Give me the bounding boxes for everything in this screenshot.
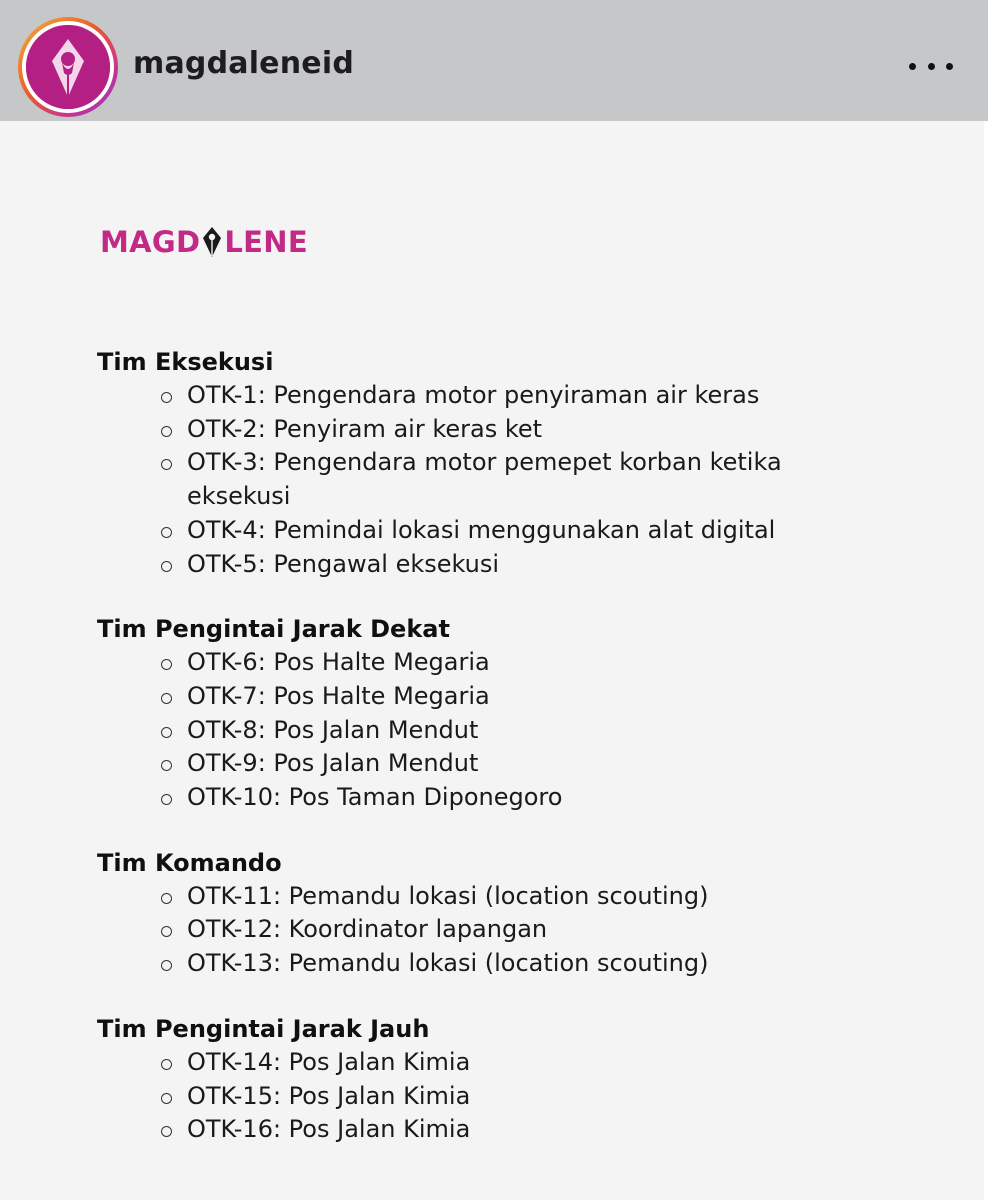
magdalene-avatar-icon	[26, 25, 110, 109]
avatar[interactable]	[18, 17, 118, 117]
list-item: OTK-4: Pemindai lokasi menggunakan alat digital	[161, 514, 851, 548]
member-list	[161, 646, 957, 815]
section-tim-komando	[97, 846, 957, 981]
username[interactable]: magdaleneid	[133, 46, 354, 81]
post-header	[0, 0, 988, 121]
pen-nib-icon	[201, 225, 223, 259]
team-list-document	[97, 345, 957, 1178]
member-list	[161, 379, 957, 581]
list-item: OTK-10: Pos Taman Diponegoro	[161, 781, 851, 815]
circle-bullet-icon	[161, 760, 172, 771]
list-item: OTK-5: Pengawal eksekusi	[161, 548, 851, 582]
section-title: Tim Komando	[97, 848, 282, 877]
list-item: OTK-15: Pos Jalan Kimia	[161, 1080, 851, 1114]
circle-bullet-icon	[161, 426, 172, 437]
dot-icon	[928, 63, 935, 70]
circle-bullet-icon	[161, 1126, 172, 1137]
list-item: OTK-7: Pos Halte Megaria	[161, 680, 851, 714]
more-options-button[interactable]	[906, 54, 956, 78]
list-item: OTK-9: Pos Jalan Mendut	[161, 747, 851, 781]
circle-bullet-icon	[161, 727, 172, 738]
magdalene-logo	[100, 224, 308, 260]
section-tim-eksekusi	[97, 345, 957, 581]
circle-bullet-icon	[161, 794, 172, 805]
circle-bullet-icon	[161, 1059, 172, 1070]
list-item: OTK-11: Pemandu lokasi (location scouting)	[161, 880, 851, 914]
list-item: OTK-6: Pos Halte Megaria	[161, 646, 851, 680]
list-item: OTK-16: Pos Jalan Kimia	[161, 1113, 851, 1147]
circle-bullet-icon	[161, 659, 172, 670]
section-title: Tim Eksekusi	[97, 348, 274, 376]
member-list	[161, 1046, 957, 1147]
circle-bullet-icon	[161, 960, 172, 971]
logo-text-right: LENE	[224, 225, 308, 259]
section-tim-pengintai-jarak-dekat	[97, 612, 957, 815]
list-item: OTK-13: Pemandu lokasi (location scouting)	[161, 947, 851, 981]
list-item: OTK-12: Koordinator lapangan	[161, 913, 851, 947]
list-item: OTK-14: Pos Jalan Kimia	[161, 1046, 851, 1080]
circle-bullet-icon	[161, 459, 172, 470]
circle-bullet-icon	[161, 926, 172, 937]
logo-text-left: MAGD	[100, 225, 201, 259]
member-list	[161, 880, 957, 981]
section-title: Tim Pengintai Jarak Jauh	[97, 1014, 430, 1043]
circle-bullet-icon	[161, 561, 172, 572]
list-item: OTK-1: Pengendara motor penyiraman air keras	[161, 379, 851, 413]
circle-bullet-icon	[161, 893, 172, 904]
circle-bullet-icon	[161, 693, 172, 704]
circle-bullet-icon	[161, 1093, 172, 1104]
list-item: OTK-3: Pengendara motor pemepet korban ketika eksekusi	[161, 446, 851, 513]
circle-bullet-icon	[161, 527, 172, 538]
section-title: Tim Pengintai Jarak Dekat	[97, 615, 450, 644]
list-item: OTK-8: Pos Jalan Mendut	[161, 714, 851, 748]
dot-icon	[909, 63, 916, 70]
circle-bullet-icon	[161, 392, 172, 403]
dot-icon	[946, 63, 953, 70]
list-item: OTK-2: Penyiram air keras ket	[161, 413, 851, 447]
section-tim-pengintai-jarak-jauh	[97, 1012, 957, 1147]
